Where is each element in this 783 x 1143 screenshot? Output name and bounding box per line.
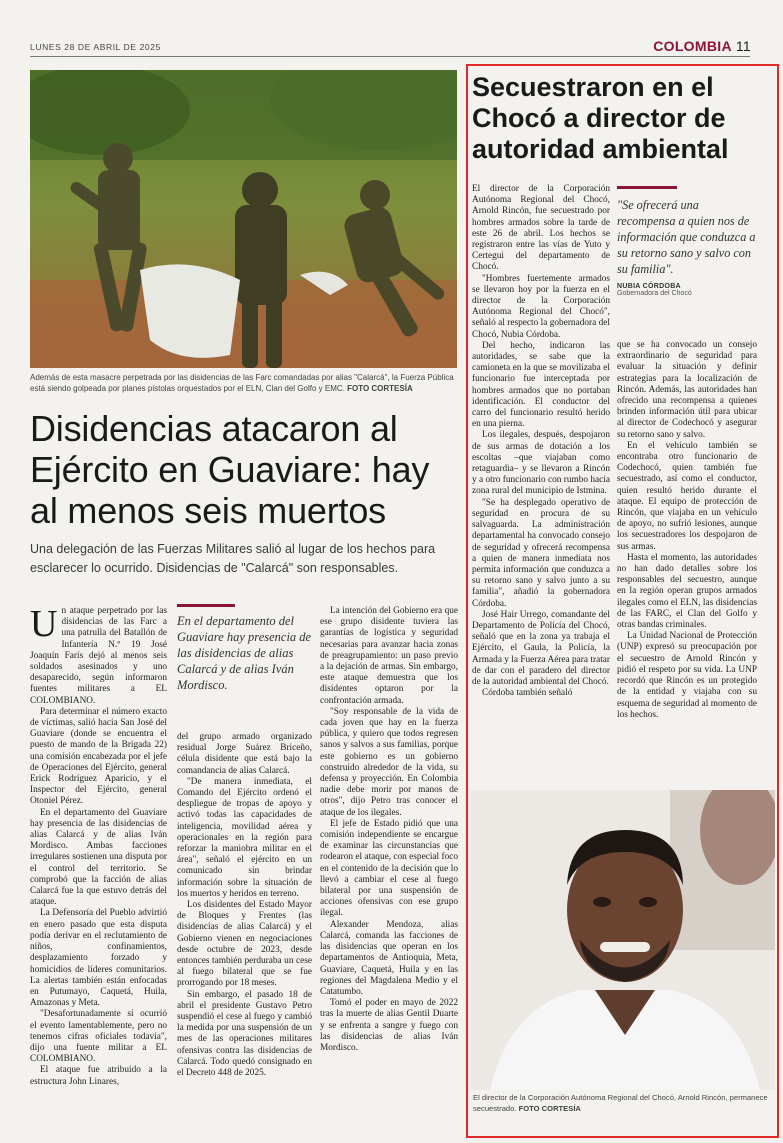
- paragraph: Alexander Mendoza, alias Calarcá, comanda las facciones de las disidencias que operan en los departamentos de Antioquia, Meta, Guaviare, Caquetá, Huila y en las regiones del Magdalena Medio y el Catatumbo.: [320, 919, 458, 997]
- paragraph: El ataque fue atribuido a la estructura John Linares,: [30, 1065, 167, 1087]
- caption-text: El director de la Corporación Autónoma Regional del Chocó, Arnold Rincón, permanece secuestrado.: [473, 1093, 768, 1113]
- article-column-3: [320, 606, 458, 1054]
- paragraph: La Defensoría del Pueblo advirtió en enero pasado que esta disputa podía derivar en el reclutamiento de niños, confinamientos, desplazamiento forzado y homicidios de líderes comunitarios. La alertas también están enfocadas en Putumayo, Caquetá, Huila, Amazonas y Meta.: [30, 908, 167, 1009]
- article-column-5: [617, 340, 757, 721]
- pull-quote-rule: [617, 186, 677, 189]
- paragraph: Para determinar el número exacto de víctimas, salió hacia San José del Guaviare (donde se encuentra el puesto de mando de la Brigada 22) una comisión encabezada por el jefe de Operaciones del Ejército, general Erick Rodríguez Aparicio, y el Inspector del Ejército, general Otoniel Pérez.: [30, 706, 167, 807]
- drop-cap: U: [30, 603, 58, 645]
- paragraph: "Hombres fuertemente armados se llevaron hoy por la fuerza en el director de la Corporación Autónoma Regional del Chocó", señaló al respecto la gobernadora del Chocó, Nubia Córdoba.: [472, 273, 610, 340]
- section-name: COLOMBIA: [653, 38, 732, 54]
- section-label: [653, 38, 751, 54]
- portrait-photo: [470, 790, 775, 1090]
- page-number: 11: [735, 38, 751, 54]
- pull-quote: [177, 604, 312, 693]
- photo-credit: FOTO CORTESÍA: [347, 384, 413, 393]
- quote-attribution-name: NUBIA CÓRDOBA: [617, 283, 681, 290]
- caption-text: Además de esta masacre perpetrada por las disidencias de las Farc comandadas por alias "Calarcá", la Fuerza Pública está siendo golpeada por planes pistolas orquestados por el ELN, Clan del Golfo y EMC.: [30, 373, 454, 393]
- paragraph: El director de la Corporación Autónoma Regional del Chocó, Arnold Rincón, fue secuestrado por hombres armados sobre la tarde de este 26 de abril. Los hechos se registraron entre las vías de Yuto y Certegui del departamento de Chocó.: [472, 184, 610, 273]
- paragraph: Un ataque perpetrado por las disidencias de las Farc a una patrulla del Batallón de Infantería N.º 19 José Joaquín Farís dejó al menos seis soldados asesinados y uno desaparecido, según informaron fuentes militares a EL COLOMBIANO.: [30, 603, 167, 706]
- pull-quote-rule: [177, 604, 235, 607]
- paragraph: El jefe de Estado pidió que una comisión independiente se encargue de examinar las circunstancias que rodearon el ataque, con especial foco en el contenido de la decisión que lo llevó a cambiar el cese al fuego bilateral por una suspensión de acciones ofensivas con ese grupo ilegal.: [320, 818, 458, 919]
- paragraph: "Desafortunadamente sí ocurrió el evento lamentablemente, pero no tenemos cifras oficiales todavía", dijo una fuente militar a EL COLOMBIANO.: [30, 1009, 167, 1065]
- paragraph: Del hecho, indicaron las autoridades, se sabe que la camioneta en la que se movilizaba el funcionario fue interceptada por hombres armados que no portaban identificación. El conductor del carro del funcionario resultó herido en una pierna.: [472, 340, 610, 430]
- paragraph: del grupo armado organizado residual Jorge Suárez Briceño, célula disidente que está bajo la comandancia de alias Calarcá.: [177, 732, 312, 776]
- paragraph: Sin embargo, el pasado 18 de abril el presidente Gustavo Petro suspendió el cese al fuego y cambió la medida por una suspensión de un mes de las operaciones militares ofensivas contra las disidencias de Calarcá. Todo quedó consignado en el Decreto 448 de 2025.: [177, 989, 312, 1079]
- paragraph: Córdoba también señaló: [482, 688, 573, 699]
- paragraph: En el departamento del Guaviare hay presencia de las disidencias de alias Calarcá y de alias Iván Mordisco. Ambas facciones irregulares sostienen una disputa por el control del territorio. Se comprobó que la facción de alias Calarcá fue la que estuvo detrás del ataque.: [30, 807, 167, 908]
- paragraph: La intención del Gobierno era que ese grupo disidente tuviera las garantías de logística y seguridad necesarias para avanzar hacia zonas de preagrupamiento: un paso previo a la dejación de armas. Sin embargo, este ataque demuestra que los disidentes optaron por la confrontación armada.: [320, 606, 458, 706]
- pull-quote: [617, 186, 757, 297]
- photo-caption: [473, 1093, 773, 1114]
- issue-date: LUNES 28 DE ABRIL DE 2025: [30, 42, 161, 52]
- paragraph: "Se ha desplegado operativo de seguridad en procura de su salvaguarda. La administración departamental ha convocado consejo de seguridad y ofrecerá recompensa a quien de manera inmediata nos permita información que conduzca a su retorno sano y salvo junto a su familia", añadió la gobernadora Córdoba.: [472, 497, 610, 609]
- paragraph: que se ha convocado un consejo extraordinario de seguridad para evaluar la situación y definir estrategias para la localización de Rincón. Además, las autoridades han ofrecido una recompensa a quienes brinden información útil para ubicar al director de Codechocó y asegurar su retorno sano y salvo.: [617, 340, 757, 440]
- header-rule: [30, 56, 750, 57]
- paragraph: José Hair Urrego, comandante del Departamento de Policía del Chocó, señaló que en la zona ya trabaja el Ejército, el Gaula, la Policía, la Armada y la Fuerza Aérea para tratar de dar con el paradero del director de la autoridad ambiental del Chocó.: [472, 609, 610, 687]
- paragraph: "Soy responsable de la vida de cada joven que hay en la fuerza pública, y quiero que todos regresen sanos y salvos a sus familias, porque este gobierno es un gobierno construido alrededor de la vida, su defensa y proyección. En Colombia nadie debe morir por manos de otros", dijo Petro tras conocer el ataque de los ilegales.: [320, 706, 458, 818]
- paragraph: Los ilegales, después, despojaron de sus armas de dotación a los escoltas –que viajaban como retaguardia– y se llevaron a Rincón y a otro funcionario con rumbo hacia zona rural del municipio de Istmina.: [472, 430, 610, 497]
- paragraph: Hasta el momento, las autoridades no han dado detalles sobre los responsables del secuestro, aunque en la región operan grupos armados ilegales como el ELN, las disidencias de las FARC, el Clan del Golfo y otras bandas criminales.: [617, 552, 757, 631]
- pull-quote-text: "Se ofrecerá una recompensa a quien nos de información que conduzca a su retorno sano y salvo con su familia".: [617, 198, 756, 276]
- headline-secondary: Secuestraron en el Chocó a director de autoridad ambiental: [472, 72, 729, 164]
- headline: Disidencias atacaron al Ejército en Guaviare: hay al menos seis muertos: [30, 408, 430, 531]
- article-column-2: [177, 732, 312, 1079]
- paragraph: Tomó el poder en mayo de 2022 tras la muerte de alias Gentil Duarte y se enfrenta a sangre y fuego con las disidencias de alias Iván Mordisco.: [320, 998, 458, 1053]
- quote-attribution-role: Gobernadora del Chocó: [617, 290, 692, 297]
- paragraph: Los disidentes del Estado Mayor de Bloques y Frentes (las disidencias de alias Calarcá) y el Gobierno vienen en negociaciones desde octubre de 2023, desde entonces también perduraba un cese al fuego bilateral que se fue prorrogando por 18 meses.: [177, 900, 312, 989]
- paragraph: "De manera inmediata, el Comando del Ejército ordenó el despliegue de tropas de apoyo y activó todas las capacidades de inteligencia, movilidad aérea y operacionales en la región para reforzar la maniobra militar en el área", señaló el ejército en un comunicado sin brindar información sobre la situación de los muertos y heridos en terreno.: [177, 776, 312, 899]
- paragraph: La Unidad Nacional de Protección (UNP) expresó su preocupación por el secuestro de Arnold Rincón y pidió el respeto por su vida. La UNP recordó que Rincón es un protegido de la entidad y viajaba con su esquema de seguridad al momento de los hechos.: [617, 631, 757, 720]
- paragraph: En el vehículo también se encontraba otro funcionario de Codechocó, quien también fue secuestrado, así como el conductor, quien resultó herido durante el ataque. El equipo de protección de Rincón, que viajaba en un vehículo de apoyo, no sufrió lesiones, aunque los secuestradores los despojaron de sus armas.: [617, 440, 757, 552]
- article-column-1: [30, 603, 167, 1088]
- pull-quote-text: En el departamento del Guaviare hay presencia de las disidencias de alias Calarcá y de alias Iván Mordisco.: [177, 614, 312, 692]
- subheadline: Una delegación de las Fuerzas Militares salió al lugar de los hechos para esclarecer lo ocurrido. Disidencias de "Calarcá" son responsables.: [30, 542, 436, 575]
- article-column-4: [472, 184, 610, 699]
- photo-credit: FOTO CORTESÍA: [518, 1103, 581, 1113]
- soldiers-photo: [30, 70, 457, 368]
- photo-caption: [30, 372, 457, 394]
